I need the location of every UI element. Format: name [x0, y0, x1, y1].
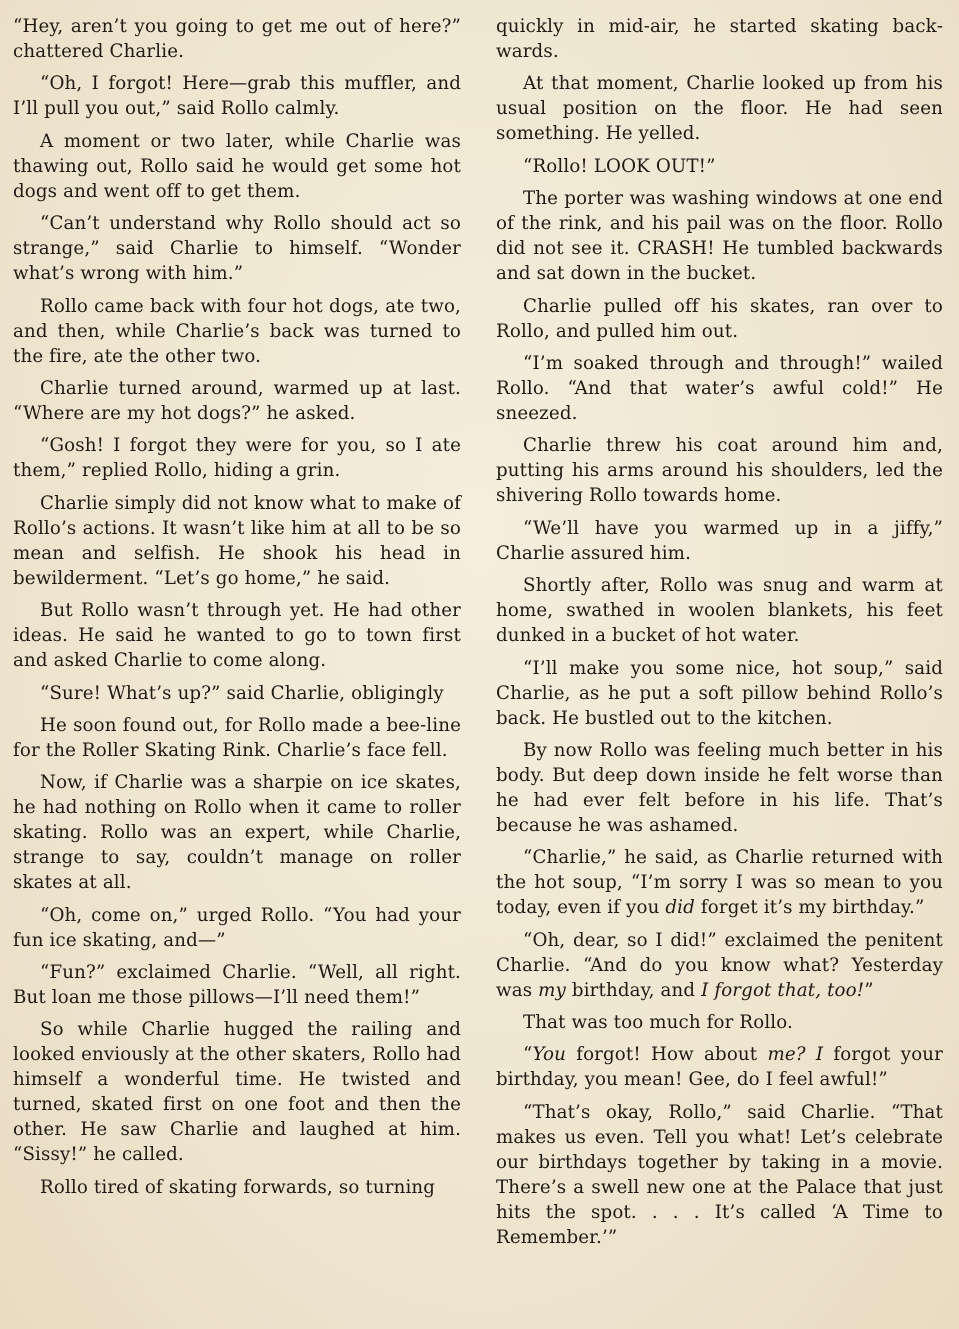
paragraph: “Gosh! I forgot they were for you, so I ate them,” replied Rollo, hiding a grin. — [13, 435, 461, 482]
paragraph: He soon found out, for Rollo made a bee-line for the Roller Skating Rink. Charlie’s face fell. — [13, 714, 461, 761]
text-run: birthday, and — [565, 979, 702, 1001]
text-run: forgot your birthday, you mean! Gee, do I feel awful!” — [496, 1044, 943, 1091]
paragraph: Shortly after, Rollo was snug and warm at home, swathed in woolen blankets, his feet dunked in a bucket of hot water. — [496, 575, 943, 647]
paragraph: “Oh, come on,” urged Rollo. “You had your fun ice skating, and—” — [13, 904, 461, 951]
paragraph-birthday — [496, 845, 943, 920]
right-column — [496, 14, 943, 1257]
emphasis: me? I — [767, 1044, 824, 1066]
paragraph: So while Charlie hugged the railing and looked enviously at the other skaters, Rollo had himself a wonderful time. He twisted and turned, skated first on one foot and then the other. He saw Charlie and laughed at him. “Sissy!” he called. — [13, 1019, 461, 1166]
paragraph: Charlie simply did not know what to make of Rollo’s actions. It wasn’t like him at all to be so mean and selfish. He shook his head in bewilderment. “Let’s go home,” he said. — [13, 492, 461, 589]
paragraph: Rollo tired of skating forwards, so turning — [40, 1176, 436, 1198]
paragraph: But Rollo wasn’t through yet. He had other ideas. He said he wanted to go to town first and asked Charlie to come along. — [13, 600, 461, 672]
paragraph: “Can’t understand why Rollo should act so strange,” said Charlie to himself. “Wonder what’s wrong with him.” — [13, 213, 461, 285]
paragraph: “Sure! What’s up?” said Charlie, obligingly — [40, 682, 444, 704]
paragraph: Charlie pulled off his skates, ran over to Rollo, and pulled him out. — [496, 295, 943, 342]
emphasis: did — [665, 897, 695, 919]
text-run: “Oh, dear, so I did!” exclaimed the penitent Charlie. “And do you know what? Yesterday was — [496, 929, 943, 1001]
paragraph: “We’ll have you warmed up in a jiffy,” Charlie assured him. — [496, 517, 943, 564]
left-column — [13, 14, 461, 1207]
paragraph: Rollo came back with four hot dogs, ate two, and then, while Charlie’s back was turned to the fire, ate the other two. — [13, 295, 461, 367]
paragraph-continued: quickly in mid-air, he started skating backwards. — [496, 16, 943, 62]
paragraph-reply — [496, 928, 943, 1003]
paragraph: Charlie threw his coat around him and, putting his arms around his shoulders, led the shivering Rollo towards home. — [496, 435, 943, 507]
emphasis: I forgot that, too! — [701, 979, 865, 1001]
paragraph: Now, if Charlie was a sharpie on ice skates, he had nothing on Rollo when it came to roller skating. Rollo was an expert, while Charlie, strange to say, couldn’t manage on roller skates at all. — [13, 772, 461, 894]
paragraph: A moment or two later, while Charlie was thawing out, Rollo said he would get some hot dogs and went off to get them. — [13, 130, 461, 202]
paragraph: At that moment, Charlie looked up from his usual position on the floor. He had seen something. He yelled. — [496, 73, 943, 145]
paragraph: By now Rollo was feeling much better in his body. But deep down inside he felt worse than he had ever felt before in his life. That’s because he was ashamed. — [496, 739, 943, 836]
emphasis: my — [538, 979, 566, 1001]
paragraph: “Hey, aren’t you going to get me out of here?” chattered Charlie. — [13, 16, 461, 62]
emphasis: You — [532, 1044, 566, 1066]
text-run: ” — [864, 979, 874, 1001]
text-run: “ — [523, 1044, 533, 1066]
paragraph: “Oh, I forgot! Here—grab this muffler, and I’ll pull you out,” said Rollo calmly. — [13, 73, 461, 120]
text-run: forgot! How about — [566, 1044, 768, 1066]
paragraph-final: “That’s okay, Rollo,” said Charlie. “That makes us even. Tell you what! Let’s celebrate our birthdays together by taking in a movie. There’s a swell new one at the Palace that just hits the spot. . . . It’s called ‘A Time to Remember.’” — [496, 1101, 943, 1248]
paragraph: The porter was washing windows at one end of the rink, and his pail was on the floor. Rollo did not see it. CRASH! He tumbled backwards and sat down in the bucket. — [496, 188, 943, 285]
text-run: “Charlie,” he said, as Charlie returned with the hot soup, “I’m sorry I was so mean to you today, even if you — [496, 847, 943, 919]
paragraph: “Fun?” exclaimed Charlie. “Well, all right. But loan me those pillows—I’ll need them!” — [13, 962, 461, 1009]
paragraph: Charlie turned around, warmed up at last. “Where are my hot dogs?” he asked. — [13, 377, 461, 424]
text-run: forget it’s my birthday.” — [694, 897, 925, 919]
paragraph: That was too much for Rollo. — [523, 1012, 793, 1034]
paragraph: “I’ll make you some nice, hot soup,” said Charlie, as he put a soft pillow behind Rollo’s back. He bustled out to the kitchen. — [496, 657, 943, 729]
paragraph-forgot — [496, 1042, 943, 1092]
paragraph: “Rollo! LOOK OUT!” — [523, 155, 716, 177]
paragraph: “I’m soaked through and through!” wailed Rollo. “And that water’s awful cold!” He sneezed. — [496, 352, 943, 424]
